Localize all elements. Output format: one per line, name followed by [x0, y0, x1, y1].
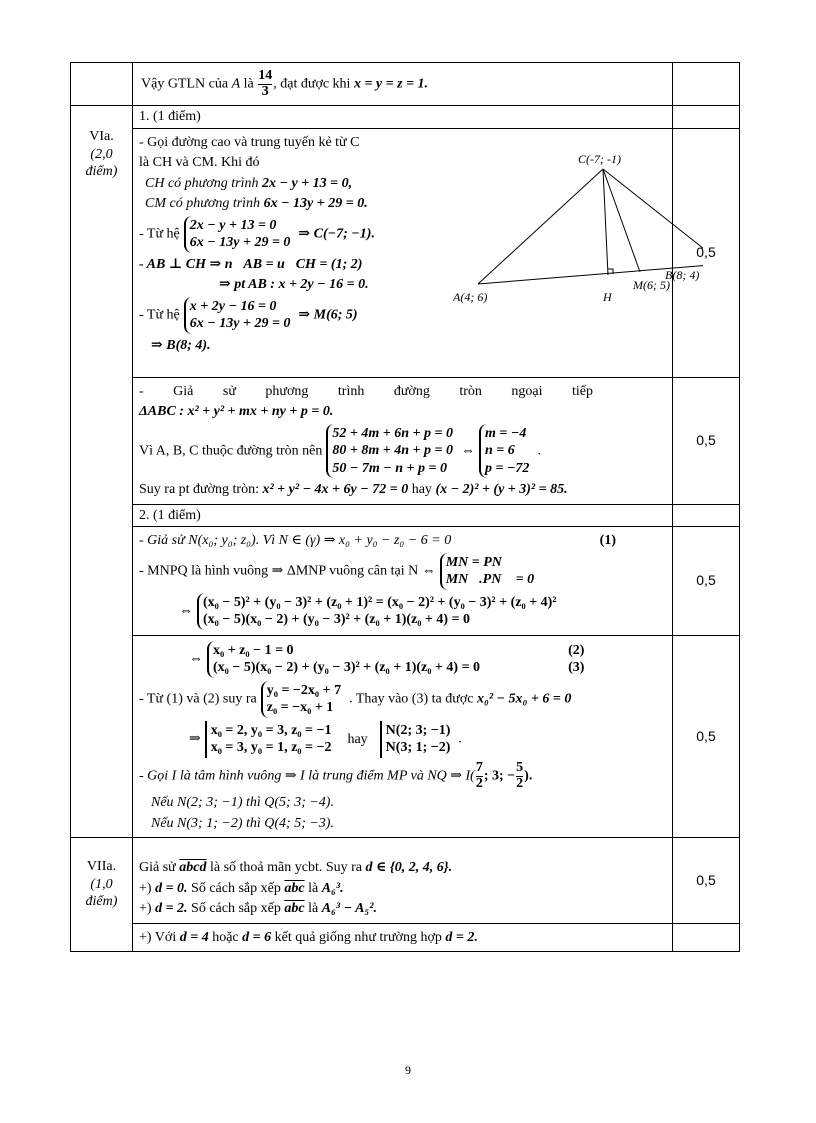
math: x₀² − 5x₀ + 6 = 0	[476, 691, 572, 707]
equation: 2x − y + 13 = 0	[189, 217, 277, 233]
text: - Từ hệ	[139, 307, 180, 323]
equation: MN⃗.PN⃗ = 0	[445, 572, 535, 588]
text: Vì A, B, C thuộc đường tròn nên	[139, 443, 323, 459]
table-row: - Giả sử N(x₀; y₀; z₀). Vì N ∈ (γ) ⇒ x₀ + y₀ − z₀ − 6 = 0 (1) - MNPQ là hình vuông ⇒ ΔMNP vuông cân tại N ⇔ MN = PN MN⃗.PN⃗ = 0 ⇔ (x₀ − 5)² + (y₀ − 3)² + (z₀ + 1)² = (x₀ − 2)² + (y₀ − 3)² + (z₀ + 4)² (x₀ − 5)(x₀ − 2) + (y₀ − 3)² + (z₀ + 1)(z₀ + 4) = 0 0,5	[71, 527, 740, 636]
equation: (x₀ − 5)(x₀ − 2) + (y₀ − 3)² + (z₀ + 1)(z₀ + 4) = 0	[213, 660, 481, 676]
equation-system	[440, 553, 538, 590]
text: A	[231, 76, 241, 92]
text: là	[304, 901, 322, 917]
equation: y₀ = −2x₀ + 7	[266, 682, 342, 698]
math: A₆³.	[321, 880, 344, 896]
denominator: 2	[516, 775, 524, 791]
math: d = 6	[242, 929, 272, 945]
solution-set	[380, 721, 455, 758]
equation-system	[261, 681, 345, 718]
text: - Từ hệ	[139, 226, 180, 242]
numerator: 5	[516, 759, 524, 775]
denominator: 2	[475, 775, 483, 791]
math: A₆³ − A₅².	[321, 901, 377, 917]
text: là	[240, 76, 258, 92]
text: +) Với	[139, 929, 180, 945]
text: - Gọi đường cao và trung tuyến kẻ từ C	[139, 134, 360, 150]
score: 0,5	[673, 527, 740, 636]
numerator: 7	[475, 759, 483, 775]
equation: 6x − 13y + 29 = 0	[189, 316, 291, 332]
math: ⇒ B(8; 4).	[151, 337, 211, 353]
math: ).	[524, 768, 533, 784]
section-points: (1,0 điểm)	[85, 876, 118, 910]
equation-system	[207, 641, 484, 678]
table-row	[71, 923, 740, 952]
text: hay	[347, 731, 368, 747]
text: - Từ (1) và (2) suy ra	[139, 691, 257, 707]
math: ΔABC : x² + y² + mx + ny + p = 0.	[139, 404, 334, 420]
math: d = 2.	[445, 929, 478, 945]
score: 0,5	[673, 377, 740, 504]
label-b: B(8; 4)	[665, 267, 700, 282]
fraction	[516, 761, 523, 791]
side-ca	[478, 169, 603, 284]
text: là CH và CM. Khi đó	[139, 155, 260, 171]
equation-tag: (2)	[568, 642, 585, 658]
text: - Giả sử phương trình đường tròn ngoại tiếp	[139, 383, 593, 399]
label-h: H	[603, 289, 612, 304]
label-c: C(-7; -1)	[578, 151, 621, 166]
equation: 6x − 13y + 29 = 0	[189, 235, 291, 251]
equation-system	[184, 216, 295, 253]
text: hoặc	[208, 929, 243, 945]
table-row	[71, 504, 740, 527]
equation-tag: (1)	[599, 533, 616, 549]
math: ⇒ C(−7; −1).	[298, 226, 375, 242]
math: $\overline{abc}$	[284, 880, 305, 896]
math: d = 4	[179, 929, 209, 945]
altitude-ch	[603, 169, 608, 275]
text: Số cách sắp xếp	[187, 901, 285, 917]
math: d ∈ {0, 2, 4, 6}.	[365, 860, 453, 876]
text: Suy ra pt đường tròn:	[139, 482, 263, 498]
table-row	[71, 106, 740, 129]
text: CH có phương trình	[145, 175, 262, 191]
triangle-figure	[453, 139, 703, 309]
equation-system	[326, 424, 457, 479]
label-m: M(6; 5)	[633, 277, 670, 292]
solution-system	[479, 424, 533, 479]
equation: z₀ = −x₀ + 1	[266, 700, 334, 716]
table-row	[71, 838, 740, 924]
math: ⇒ M(6; 5)	[298, 307, 358, 323]
text: là	[304, 880, 322, 896]
equation-system	[184, 297, 295, 334]
text: là số thoả mãn ycbt. Suy ra	[206, 860, 366, 876]
equation: 50 − 7m − n + p = 0	[332, 460, 447, 476]
math: x = y = z = 1.	[353, 76, 429, 92]
equation: N(2; 3; −1)	[385, 722, 451, 738]
numerator: 14	[258, 68, 273, 83]
text: . Thay vào (3) ta được	[349, 691, 477, 707]
score: 0,5	[673, 128, 740, 377]
fraction	[476, 761, 483, 791]
equation: MN = PN	[445, 554, 502, 570]
text: Vậy GTLN của	[141, 76, 232, 92]
solution-set	[205, 721, 336, 758]
text: CM có phương trình	[145, 196, 264, 212]
math: - AB ⊥ CH ⇒ n⃗AB = u⃗CH = (1; 2)	[139, 256, 363, 272]
math: - Gọi I là tâm hình vuông ⇒ I là trung điểm MP và NQ ⇒ I(	[139, 768, 475, 784]
math: Nếu N(2; 3; −1) thì Q(5; 3; −4).	[151, 795, 334, 811]
equation: p = −72	[484, 460, 530, 476]
equation: m = −4	[484, 425, 527, 441]
section-label: VIa.	[89, 129, 114, 145]
denominator: 3	[261, 83, 269, 99]
table-row: ⇔ x₀ + z₀ − 1 = 0 (x₀ − 5)(x₀ − 2) + (y₀ − 3)² + (z₀ + 1)(z₀ + 4) = 0 (2) (3) - Từ (1) và (2) suy ra y₀ = −2x₀ + 7 z₀ = −x₀ + 1 . Thay vào (3) ta được x₀² − 5x₀ + 6 = 0 ⇒ x₀ = 2, y₀ = 3, z₀ = −1 x₀ = 3, y₀ = 1, z₀ = −2 hay N(2; 3; −1) N(3; 1; −2) . - Gọi I là tâm hình vuông ⇒ I là trung điểm MP và NQ ⇒ I( $\frac{7}{2}$ ; 3; − $\frac{5}{2}$ ). Nếu N(2; 3; −1) thì Q(5; 3; −4). Nếu N(3; 1; −2) thì Q(4; 5; −3). 0,5	[71, 635, 740, 837]
equation: x₀ = 3, y₀ = 1, z₀ = −2	[210, 740, 332, 756]
table-row: - Giả sử phương trình đường tròn ngoại tiếp ΔABC : x² + y² + mx + ny + p = 0. Vì A, B, C thuộc đường tròn nên 52 + 4m + 6n + p = 0 80 + 8m + 4n + p = 0 50 − 7m − n + p = 0 ⇔ m = −4 n = 6 p = −72 . Suy ra pt đường tròn: x² + y² − 4x + 6y − 72 = 0 hay (x − 2)² + (y + 3)² = 85. 0,5	[71, 377, 740, 504]
math: (x − 2)² + (y + 3)² = 85.	[435, 482, 568, 498]
equation-tag: (3)	[568, 660, 585, 676]
math: $\overline{abc}$	[284, 901, 305, 917]
median-cm	[603, 169, 640, 272]
table-row	[71, 128, 740, 377]
part-heading: 1. (1 điểm)	[139, 109, 201, 125]
equation: 52 + 4m + 6n + p = 0	[332, 425, 453, 441]
math: x² + y² − 4x + 6y − 72 = 0	[262, 482, 409, 498]
math: 2x − y + 13 = 0,	[262, 175, 353, 191]
equation-system	[197, 593, 561, 630]
equation: x₀ = 2, y₀ = 3, z₀ = −1	[210, 722, 332, 738]
equation: x + 2y − 16 = 0	[189, 298, 277, 314]
score: 0,5	[673, 635, 740, 837]
label-a: A(4; 6)	[453, 289, 488, 304]
score: 0,5	[673, 838, 740, 924]
side-cb	[603, 169, 703, 264]
math: d = 2.	[155, 901, 188, 917]
equation: x₀ + z₀ − 1 = 0	[213, 642, 294, 658]
equation: (x₀ − 5)(x₀ − 2) + (y₀ − 3)² + (z₀ + 1)(z₀ + 4) = 0	[203, 612, 471, 628]
table-row	[71, 63, 740, 106]
text: +)	[139, 901, 156, 917]
page-number: 9	[405, 1063, 411, 1077]
section-label: VIIa.	[86, 859, 117, 875]
text: - MNPQ là hình vuông ⇒ ΔMNP vuông cân tại N ⇔	[139, 563, 436, 579]
part-heading: 2. (1 điểm)	[139, 507, 201, 523]
fraction	[258, 69, 272, 99]
math: 6x − 13y + 29 = 0.	[263, 196, 368, 212]
section-points: (2,0 điểm)	[85, 146, 118, 180]
text: , đạt được khi	[273, 76, 354, 92]
text: Giả sử	[139, 860, 180, 876]
math: ⇒ pt AB : x + 2y − 16 = 0.	[219, 277, 369, 293]
text: Số cách sắp xếp	[187, 880, 285, 896]
equation: 80 + 8m + 4n + p = 0	[332, 443, 453, 459]
math: abcd	[179, 860, 207, 876]
equation: n = 6	[484, 443, 515, 459]
math: ; 3; −	[483, 768, 516, 784]
text: hay	[408, 482, 436, 498]
equation: N(3; 1; −2)	[385, 740, 451, 756]
math: Nếu N(3; 1; −2) thì Q(4; 5; −3).	[151, 815, 334, 831]
text: +)	[139, 880, 156, 896]
text: kết quả giống như trường hợp	[271, 929, 446, 945]
math: d = 0.	[155, 880, 188, 896]
equation: (x₀ − 5)² + (y₀ − 3)² + (z₀ + 1)² = (x₀ − 2)² + (y₀ − 3)² + (z₀ + 4)²	[203, 594, 557, 610]
math: - Giả sử N(x₀; y₀; z₀). Vì N ∈ (γ) ⇒ x₀ + y₀ − z₀ − 6 = 0	[139, 533, 452, 549]
solution-table	[70, 62, 740, 952]
